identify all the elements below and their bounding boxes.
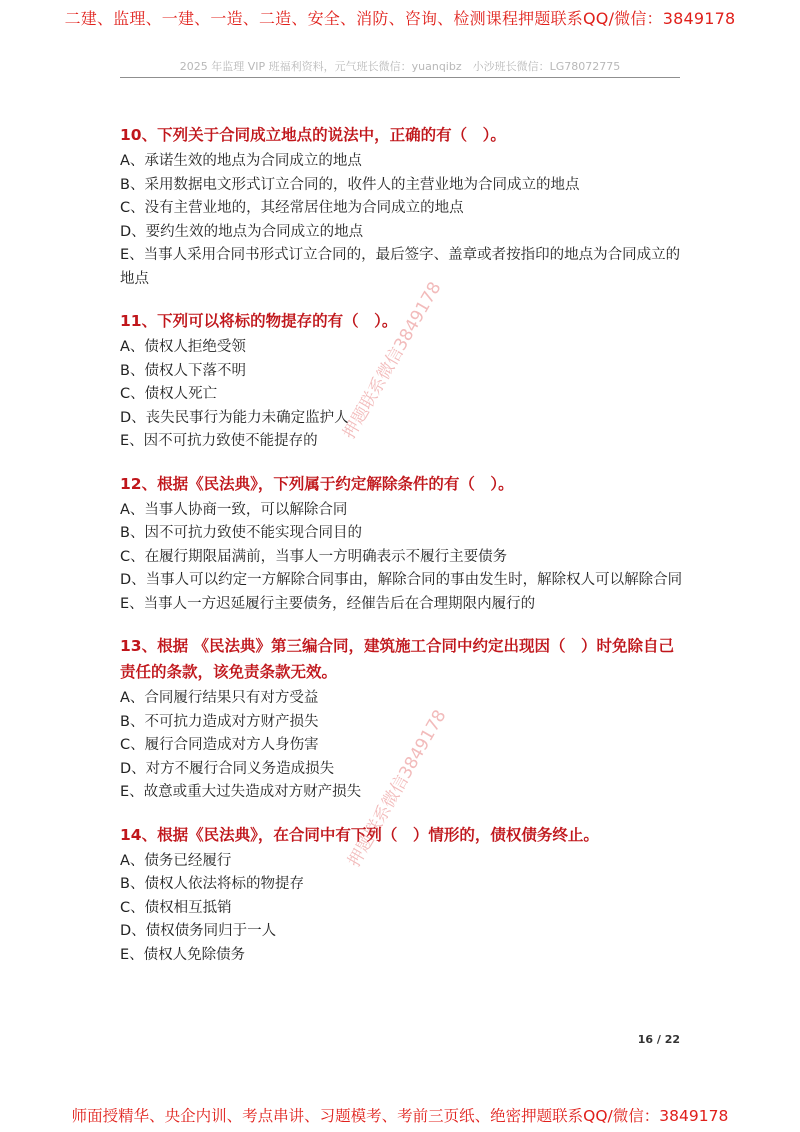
bottom-banner: 师面授精华、央企内训、考点串讲、习题模考、考前三页纸、绝密押题联系QQ/微信：3849178 — [71, 1107, 729, 1125]
question-stem: 12、根据《民法典》，下列属于约定解除条件的有（ ）。 — [120, 474, 514, 493]
option-a: A、承诺生效的地点为合同成立的地点 — [120, 153, 362, 169]
option-e: E、当事人一方迟延履行主要债务，经催告后在合理期限内履行的 — [120, 595, 536, 612]
option-c: C、没有主营业地的，其经常居住地为合同成立的地点 — [120, 200, 464, 216]
page-number: 16 / 22 — [637, 1033, 680, 1046]
option-b: B、债权人下落不明 — [120, 362, 246, 379]
option-e: E、债权人免除债务 — [120, 946, 246, 963]
question-stem: 10、下列关于合同成立地点的说法中，正确的有（ ）。 — [120, 126, 506, 144]
option-d: D、要约生效的地点为合同成立的地点 — [120, 223, 364, 240]
question-stem: 13、根据 《民法典》第三编合同，建筑施工合同中约定出现因（ ）时免除自己责任的条款，该免责条款无效。 — [120, 637, 674, 681]
question-list — [120, 122, 685, 984]
watermark-text: 押题联系微信3849178 — [339, 278, 446, 443]
sub-header: 2025 年监理 VIP 班福利资料，元气班长微信：yuanqibz 小沙班长微信：LG78072775 — [179, 60, 621, 73]
question-13 — [120, 633, 685, 805]
option-e: E、因不可抗力致使不能提存的 — [120, 433, 318, 449]
option-b: B、因不可抗力致使不能实现合同目的 — [120, 525, 362, 541]
option-a: A、合同履行结果只有对方受益 — [120, 690, 319, 706]
option-e: E、当事人采用合同书形式订立合同的，最后签字、盖章或者按指印的地点为合同成立的地点 — [120, 247, 681, 287]
option-c: C、债权人死亡 — [120, 386, 218, 402]
question-10 — [120, 122, 685, 291]
option-e: E、故意或重大过失造成对方财产损失 — [120, 784, 362, 800]
top-banner: 二建、监理、一建、一造、二造、安全、消防、咨询、检测课程押题联系QQ/微信：3849178 — [64, 9, 736, 28]
option-c: C、履行合同造成对方人身伤害 — [120, 737, 319, 753]
option-d: D、当事人可以约定一方解除合同事由，解除合同的事由发生时，解除权人可以解除合同 — [120, 572, 683, 588]
option-a: A、债权人拒绝受领 — [120, 339, 246, 355]
option-c: C、在履行期限届满前，当事人一方明确表示不履行主要债务 — [120, 548, 508, 565]
option-a: A、当事人协商一致，可以解除合同 — [120, 501, 348, 518]
option-b: B、债权人依法将标的物提存 — [120, 876, 304, 892]
option-b: B、采用数据电文形式订立合同的，收件人的主营业地为合同成立的地点 — [120, 176, 580, 193]
header-divider — [120, 77, 680, 78]
watermark-text: 押题联系微信3849178 — [344, 706, 451, 871]
question-14 — [120, 822, 685, 968]
option-d: D、丧失民事行为能力未确定监护人 — [120, 409, 349, 426]
question-stem: 11、下列可以将标的物提存的有（ ）。 — [120, 312, 398, 330]
option-b: B、不可抗力造成对方财产损失 — [120, 713, 319, 730]
question-11 — [120, 308, 685, 454]
option-c: C、债权相互抵销 — [120, 899, 232, 916]
option-d: D、对方不履行合同义务造成损失 — [120, 760, 335, 777]
option-d: D、债权债务同归于一人 — [120, 923, 277, 939]
option-a: A、债务已经履行 — [120, 852, 232, 869]
question-12 — [120, 471, 685, 617]
question-stem: 14、根据《民法典》，在合同中有下列（ ）情形的，债权债务终止。 — [120, 825, 599, 844]
